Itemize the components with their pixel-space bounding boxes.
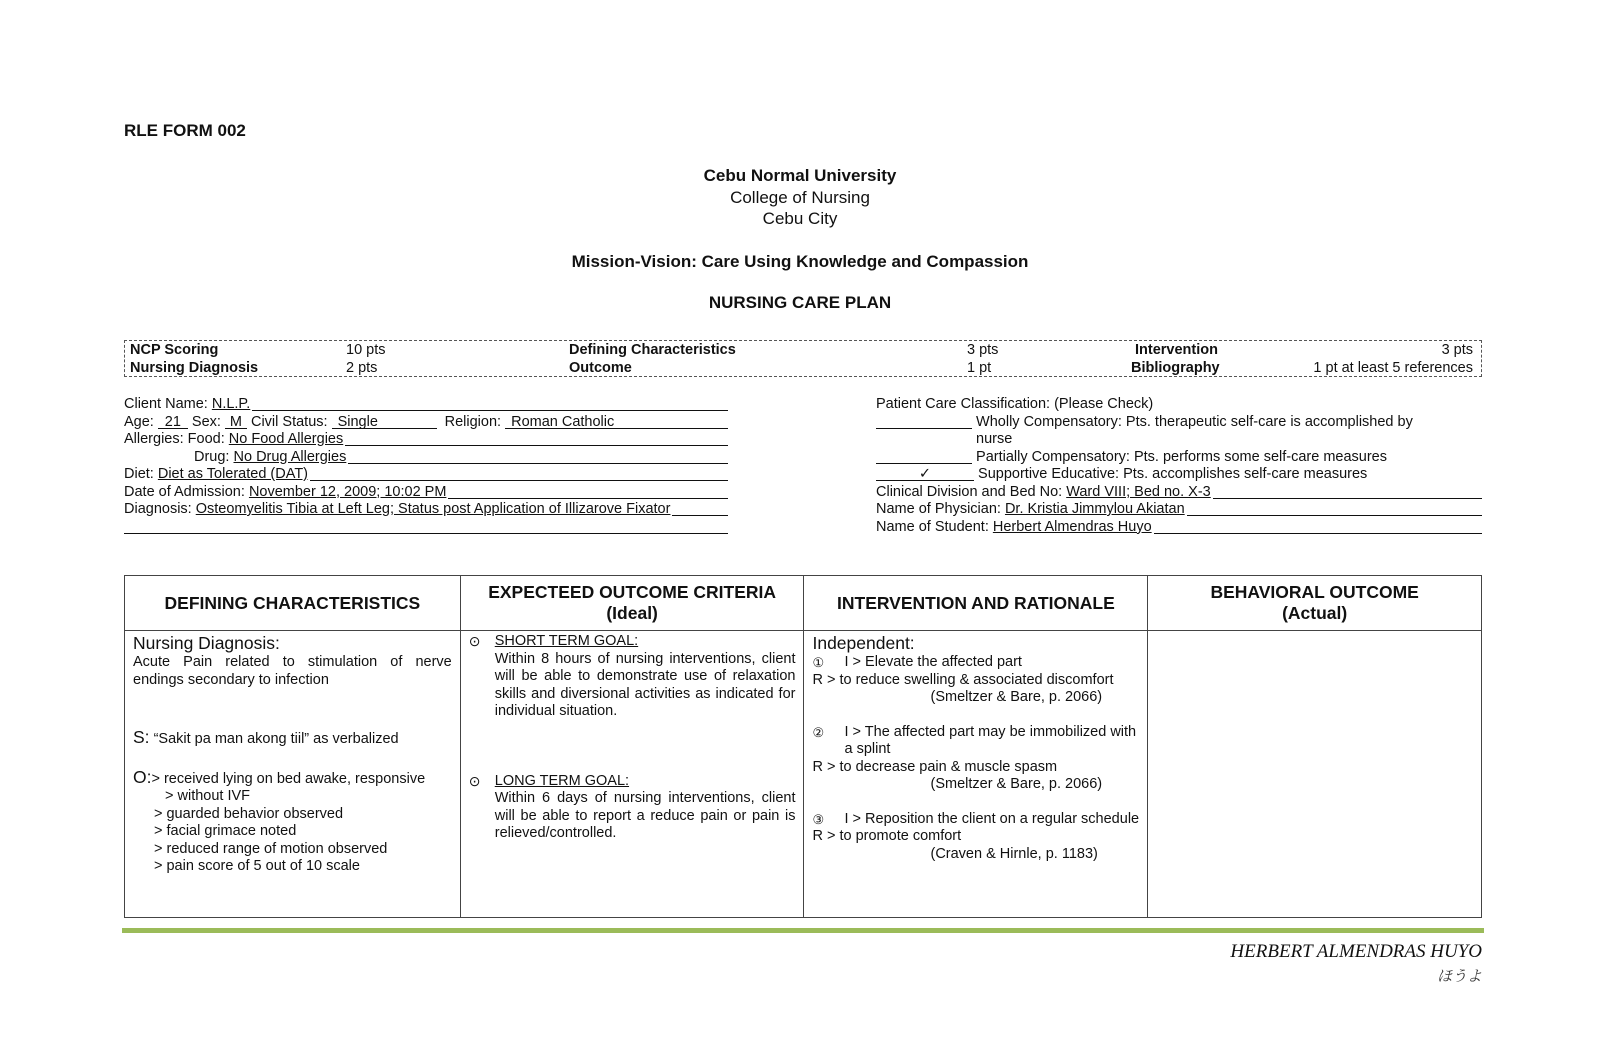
admission-value: November 12, 2009; 10:02 PM [248, 483, 447, 500]
subjective-cue: S: “Sakit pa man akong tiil” as verbalized [133, 727, 399, 747]
check-blank[interactable] [876, 414, 972, 429]
food-allergy-row: Allergies: Food: No Food Allergies [124, 431, 728, 449]
bullet-icon: ⊙ [468, 633, 481, 649]
page-title: NURSING CARE PLAN [708, 293, 892, 312]
university-name: Cebu Normal University [703, 166, 897, 185]
col-header-defining: DEFINING CHARACTERISTICS [125, 576, 461, 631]
short-term-goal: ⊙ SHORT TERM GOAL: Within 8 hours of nursing interventions, client will be able to demonstrate use of relaxation skills and diversional activities as indicated for individual situation. [468, 633, 796, 719]
number-three-icon: ③ [812, 811, 825, 827]
civil-status-value: Single [332, 414, 437, 429]
demographics-row: Age: 21 Sex: M Civil Status: Single Religion: Roman Catholic [124, 414, 728, 432]
objective-item: > guarded behavior observed [154, 805, 344, 822]
drug-allergy-value: No Drug Allergies [233, 448, 347, 465]
scoring-value: 10 pts [346, 342, 386, 358]
scoring-value: 3 pts [1441, 342, 1473, 358]
scoring-value: 2 pts [346, 360, 378, 376]
intervention-item: ① I > Elevate the affected part R > to reduce swelling & associated discomfort (Smeltzer & Bare, p. 2066) [812, 654, 1114, 705]
physician-value: Dr. Kristia Jimmylou Akiatan [1004, 501, 1185, 517]
nursing-diagnosis-text: Acute Pain related to stimulation of nerve endings secondary to infection [133, 654, 452, 688]
col-header-intervention: INTERVENTION AND RATIONALE [804, 576, 1148, 631]
drug-allergy-row: Drug: No Drug Allergies [124, 449, 728, 467]
student-value: Herbert Almendras Huyo [992, 518, 1152, 535]
clinical-division-value: Ward VIII; Bed no. X-3 [1066, 483, 1211, 500]
client-info [124, 396, 728, 536]
table-header-row [125, 576, 1482, 631]
number-two-icon: ② [812, 724, 825, 740]
classification-option-wholly[interactable]: Wholly Compensatory: Pts. therapeutic self-care is accomplished by [876, 414, 1482, 432]
scoring-label: Nursing Diagnosis [130, 360, 259, 376]
form-id: RLE FORM 002 [124, 121, 246, 140]
table-row [125, 631, 1482, 918]
care-plan-table [124, 575, 1482, 918]
intervention-item: ② I > The affected part may be immobilized with a splint R > to decrease pain & muscle spasm (Smeltzer & Bare, p. 2066) [812, 723, 1137, 792]
food-allergy-value: No Food Allergies [228, 431, 344, 447]
objective-cue: O:> received lying on bed awake, responsive [133, 766, 426, 787]
footer-divider [122, 928, 1484, 933]
scoring-value: 1 pt [967, 360, 992, 376]
independent-heading: Independent: [812, 633, 915, 653]
blank-row [124, 519, 728, 537]
diet-value: Diet as Tolerated (DAT) [157, 466, 309, 482]
scoring-value: 3 pts [967, 342, 999, 358]
diagnosis-row: Diagnosis: Osteomyelitis Tibia at Left Leg; Status post Application of Illizarove Fixator [124, 501, 728, 519]
mission-vision: Mission-Vision: Care Using Knowledge and Compassion [571, 252, 1029, 271]
behavioral-outcome-cell [1148, 631, 1482, 918]
college-name: College of Nursing [730, 188, 870, 207]
bullet-icon: ⊙ [468, 772, 481, 789]
col-header-outcome: EXPECTEED OUTCOME CRITERIA (Ideal) [460, 576, 804, 631]
scoring-label: Outcome [569, 360, 632, 376]
objective-item: > reduced range of motion observed [154, 840, 388, 857]
intervention-cell [804, 631, 1148, 918]
religion-value: Roman Catholic [505, 414, 728, 429]
physician-row: Name of Physician: Dr. Kristia Jimmylou Akiatan [876, 501, 1482, 519]
classification-option-partially[interactable]: Partially Compensatory: Pts. performs some self-care measures [876, 449, 1482, 467]
nursing-diagnosis-heading: Nursing Diagnosis: [133, 633, 280, 653]
number-one-icon: ① [812, 655, 825, 670]
scoring-value: 1 pt at least 5 references [1313, 360, 1473, 376]
sex-value: M [225, 414, 247, 429]
outcome-cell [460, 631, 804, 918]
client-name-value: N.L.P. [211, 396, 251, 412]
client-name-row: Client Name: N.L.P. [124, 396, 728, 414]
admission-row: Date of Admission: November 12, 2009; 10:02 PM [124, 484, 728, 502]
scoring-label: Intervention [1135, 342, 1218, 358]
footer-author: HERBERT ALMENDRAS HUYO [1230, 941, 1482, 962]
check-blank[interactable] [876, 449, 972, 464]
clinical-division-row: Clinical Division and Bed No: Ward VIII; Bed no. X-3 [876, 484, 1482, 502]
student-row: Name of Student: Herbert Almendras Huyo [876, 519, 1482, 537]
classification-title: Patient Care Classification: (Please Check) [876, 396, 1154, 412]
care-classification: Patient Care Classification: (Please Check) Wholly Compensatory: Pts. therapeutic self-care is accomplished by nurse Partially Compensatory: Pts. performs some self-care measures ✓ Supportive Educative: Pts. accomplishes self-care measures Clinical Division and Bed No: Ward VIII; Bed no. X-3 Name of Physician: Dr. Kristia Jimmylou Akiatan Name of Student: Herbert Almendras Huyo [876, 396, 1482, 536]
long-term-goal: ⊙ LONG TERM GOAL: Within 6 days of nursing interventions, client will be able to report a reduce pain or pain is relieved/controlled. [468, 772, 796, 841]
col-header-behavioral: BEHAVIORAL OUTCOME (Actual) [1148, 576, 1482, 631]
scoring-label: Defining Characteristics [569, 342, 736, 358]
city-name: Cebu City [762, 209, 838, 228]
checkmark-icon[interactable]: ✓ [876, 466, 974, 481]
intervention-item: ③ I > Reposition the client on a regular schedule R > to promote comfort (Craven & Hirnle, p. 1183) [812, 810, 1140, 862]
age-value: 21 [158, 414, 188, 429]
objective-item: > pain score of 5 out of 10 scale [154, 858, 360, 874]
diagnosis-value: Osteomyelitis Tibia at Left Leg; Status post Application of Illizarove Fixator [195, 501, 671, 517]
scoring-label: NCP Scoring [130, 342, 219, 358]
classification-option-supportive[interactable]: ✓ Supportive Educative: Pts. accomplishes self-care measures [876, 466, 1482, 484]
scoring-label: Bibliography [1131, 360, 1220, 376]
scoring-box [124, 340, 1482, 377]
objective-item: > without IVF [165, 788, 251, 804]
diet-row: Diet: Diet as Tolerated (DAT) [124, 466, 728, 484]
footer-kana: ほうよ [1436, 967, 1482, 985]
defining-cell [125, 631, 461, 918]
objective-item: > facial grimace noted [154, 823, 297, 839]
